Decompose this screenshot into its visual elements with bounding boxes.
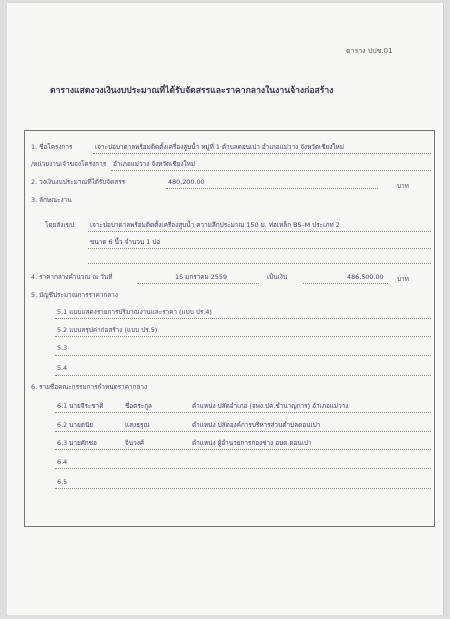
median-price-date-line xyxy=(137,283,259,284)
budget-label: 2. วงเงินงบประมาณที่ได้รับจัดสรร xyxy=(31,178,126,186)
committee-row-2-name: นายดนัย xyxy=(69,421,93,429)
price-estimate-row-2-line xyxy=(55,336,431,337)
project-name-line xyxy=(93,153,431,154)
owner-agency-value: อำเภอแม่วาง จังหวัดเชียงใหม่ xyxy=(113,160,196,168)
committee-row-4-line xyxy=(55,468,431,469)
form-code: ตาราง ปปช.01 xyxy=(346,47,393,55)
committee-label: 6. รายชื่อคณะกรรมการกำหนดราคากลาง xyxy=(31,383,148,391)
work-description-dotline3 xyxy=(88,263,431,264)
committee-row-1-number: 6.1 xyxy=(57,402,68,410)
committee-row-5-line xyxy=(55,488,431,489)
committee-row-2-line xyxy=(55,431,431,432)
price-estimate-row-3: 5.3 xyxy=(57,344,68,352)
median-price-date: 15 มกราคม 2559 xyxy=(175,273,228,281)
median-price-date-label: 4. ราคากลางคำนวณ ณ วันที่ xyxy=(31,273,113,281)
committee-row-1-line xyxy=(55,412,431,413)
committee-row-4-number: 6.4 xyxy=(57,458,68,466)
price-estimate-row-1-line xyxy=(55,318,431,319)
median-price-amount: 486,500.00 xyxy=(347,273,384,281)
committee-row-2-number: 6.2 xyxy=(57,421,68,429)
committee-row-1-name: นายจีระชาติ xyxy=(69,402,104,410)
committee-row-1-position: ตำแหน่ง ปลัดอำเภอ (จพง.ปค.ชำนาญการ) อำเภอแม่วาง xyxy=(192,402,349,410)
committee-row-3-name: นายศักชอ xyxy=(69,439,97,447)
document-page xyxy=(7,3,444,615)
work-description-line1: เจาะบ่อบาดาลพร้อมติดตั้งเครื่องสูบน้ำ ความลึกประมาณ 150 ม. ท่อเหล็ก BS–M ประเภท 2 xyxy=(90,221,340,229)
committee-row-3-position: ตำแหน่ง ผู้อำนวยการกองช่าง อบต.ดอนเปา xyxy=(192,439,312,447)
committee-row-3-line xyxy=(55,449,431,450)
work-description-dotline1 xyxy=(88,231,431,232)
price-estimate-list-label: 5. บัญชีประมาณการราคากลาง xyxy=(31,291,118,299)
form-box xyxy=(24,130,435,527)
price-estimate-row-3-line xyxy=(55,355,431,356)
work-description-dotline2 xyxy=(88,248,431,249)
work-description-line2: ขนาด 6 นิ้ว จำนวน 1 บ่อ xyxy=(90,238,161,246)
committee-row-1-surname: ชื่อตระกูล xyxy=(125,402,152,410)
median-price-amount-line xyxy=(303,283,388,284)
budget-unit: บาท xyxy=(397,182,409,190)
median-price-amount-label: เป็นเงิน xyxy=(267,273,288,281)
owner-agency-label: /หน่วยงานเจ้าของโครงการ xyxy=(31,160,107,168)
committee-row-3-number: 6.3 xyxy=(57,439,68,447)
budget-value: 480,200.00 xyxy=(168,178,205,186)
work-description-sublabel: โดยสังเขป xyxy=(45,221,74,229)
committee-row-2-surname: แสงธรุณ xyxy=(125,421,150,429)
work-description-label: 3. ลักษณะงาน xyxy=(31,196,72,204)
project-name-value: เจาะบ่อบาดาลพร้อมติดตั้งเครื่องสูบน้ำ หมู่ที่ 1 ตำบลดอนเปา อำเภอแม่วาง จังหวัดเชียงใหม่ xyxy=(95,143,344,151)
owner-agency-line xyxy=(111,170,431,171)
committee-row-3-surname: จินวงศ์ xyxy=(125,439,144,447)
median-price-unit: บาท xyxy=(397,275,409,283)
committee-row-2-position: ตำแหน่ง ปลัดองค์การบริหารส่วนตำบลดอนเปา xyxy=(192,421,321,429)
document-title: ตารางแสดงวงเงินงบประมาณที่ได้รับจัดสรรและราคากลางในงานจ้างก่อสร้าง xyxy=(50,86,334,96)
budget-line xyxy=(166,188,378,189)
project-name-label: 1. ชื่อโครงการ xyxy=(31,143,73,151)
price-estimate-row-2: 5.2 แบบสรุปค่าก่อสร้าง (แบบ ปร.5) xyxy=(57,326,158,334)
committee-row-5-number: 6.5 xyxy=(57,478,68,486)
price-estimate-row-4-line xyxy=(55,375,431,376)
price-estimate-row-1: 5.1 แบบแสดงรายการปริมาณงานและราคา (แบบ ปร.4) xyxy=(57,308,212,316)
price-estimate-row-4: 5.4 xyxy=(57,364,68,372)
